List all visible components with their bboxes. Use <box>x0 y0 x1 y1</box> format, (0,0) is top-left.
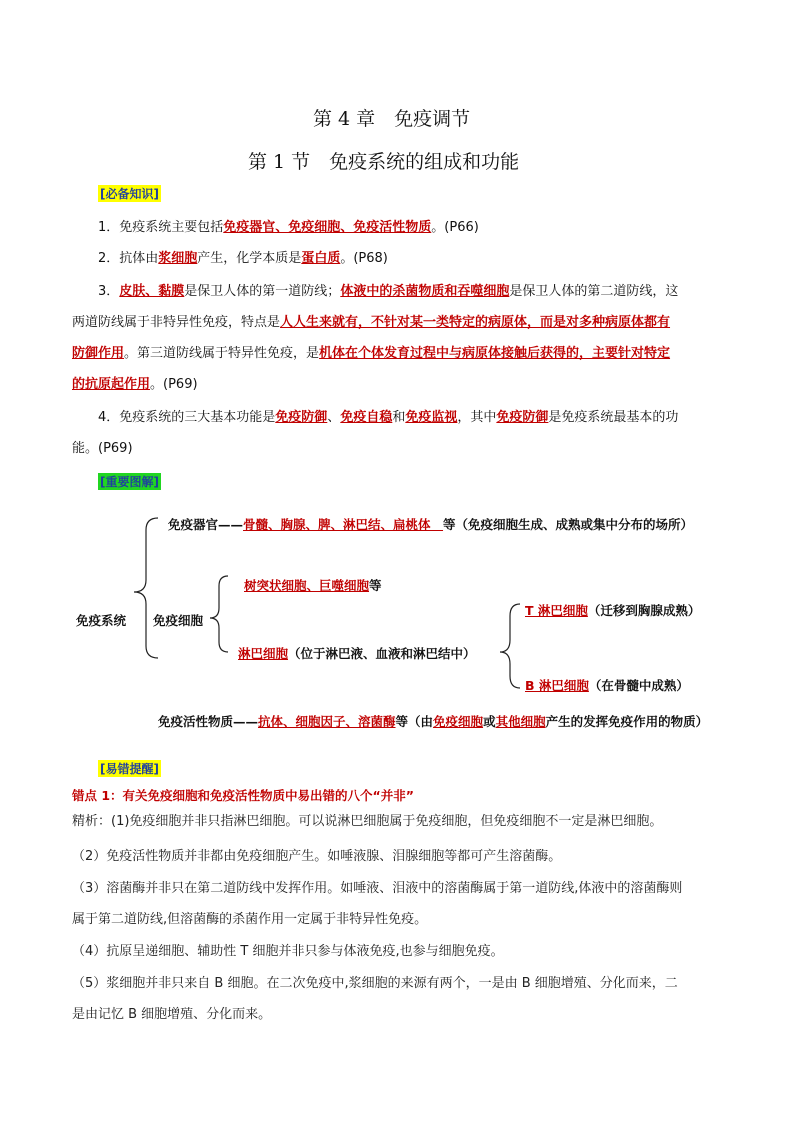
b-cell-row <box>525 676 689 694</box>
must-know-tag: [必备知识] <box>100 187 159 201</box>
t-cell-label: T 淋巴细胞 <box>525 603 588 618</box>
item-4-line-2: 能。(P69) <box>72 441 133 456</box>
item-4-text-b: ，其中 <box>457 410 497 425</box>
item-2-answer-b: 蛋白质 <box>301 251 341 266</box>
item-4-sep: 、 <box>327 410 341 425</box>
item-1-ref: 。(P66) <box>431 220 479 235</box>
lymph-brace <box>500 604 520 688</box>
organ-row <box>168 515 693 533</box>
item-3-answer-f: 的抗原起作用 <box>72 377 151 392</box>
active-src-2: 其他细胞 <box>495 714 546 729</box>
cell-label: 免疫细胞 <box>153 613 204 628</box>
item-2-ref: 。(P68) <box>340 251 388 266</box>
mistake-p5-line-1: （5）浆细胞并非只来自 B 细胞。在二次免疫中,浆细胞的来源有两个，一是由 B 细胞增殖、分化而来，二 <box>72 976 678 991</box>
lymph-label: 淋巴细胞 <box>238 646 289 661</box>
active-or: 或 <box>483 714 496 729</box>
mistake-p2: （2）免疫活性物质并非都由免疫细胞产生。如唾液腺、泪腺细胞等都可产生溶菌酶。 <box>72 849 562 864</box>
item-2-answer-a: 浆细胞 <box>158 251 198 266</box>
lymph-row <box>238 644 476 662</box>
item-3-text-b: 是保卫人体的第二道防线，这 <box>509 284 679 299</box>
mistakes-tag: [易错提醒] <box>100 762 159 776</box>
section-title: 第 1 节 免疫系统的组成和功能 <box>248 151 520 173</box>
mistake-p1: 精析：(1)免疫细胞并非只指淋巴细胞。可以说淋巴细胞属于免疫细胞，但免疫细胞不一定是淋巴细胞。 <box>72 814 663 829</box>
cell-other-row <box>244 576 382 594</box>
mistake-heading: 错点 1：有关免疫细胞和免疫活性物质中易出错的八个“并非” <box>72 788 414 803</box>
item-2-text-a: 2．抗体由 <box>98 251 159 266</box>
item-4-answer-c: 免疫监视 <box>405 410 458 425</box>
mistake-p3-line-1: （3）溶菌酶并非只在第二道防线中发挥作用。如唾液、泪液中的溶菌酶属于第一道防线,体液中的溶菌酶则 <box>72 881 683 896</box>
b-cell-label: B 淋巴细胞 <box>525 678 589 693</box>
chapter-title: 第 4 章 免疫调节 <box>313 108 471 130</box>
item-3-text-a: 是保卫人体的第一道防线； <box>184 284 341 299</box>
active-end: 产生的发挥免疫作用的物质） <box>545 714 709 729</box>
mistake-p4: （4）抗原呈递细胞、辅助性 T 细胞并非只参与体液免疫,也参与细胞免疫。 <box>72 944 504 959</box>
organ-note: 等（免疫细胞生成、成熟或集中分布的场所） <box>443 517 694 532</box>
item-3-answer-a: 皮肤、黏膜 <box>119 284 185 299</box>
organ-label: 免疫器官—— <box>168 517 244 532</box>
item-4-answer-d: 免疫防御 <box>496 410 549 425</box>
active-mid: 等（由 <box>395 714 434 729</box>
diagram-root: 免疫系统 <box>76 613 127 628</box>
item-4-and: 和 <box>392 410 406 425</box>
cell-other: 树突状细胞、巨噬细胞 <box>244 578 370 593</box>
main-brace <box>134 518 158 658</box>
item-3-answer-e: 机体在个体发育过程中与病原体接触后获得的，主要针对特定 <box>319 346 671 361</box>
item-4-text-a: 4．免疫系统的三大基本功能是 <box>98 410 276 425</box>
active-row <box>158 712 708 730</box>
item-3-answer-b: 体液中的杀菌物质和吞噬细胞 <box>340 284 510 299</box>
key-diagram-tag: [重要图解] <box>100 475 159 489</box>
item-4-text-c: 是免疫系统最基本的功 <box>548 410 679 425</box>
cell-brace <box>210 576 228 652</box>
item-3-num: 3． <box>98 284 120 299</box>
mistake-p5-line-2: 是由记忆 B 细胞增殖、分化而来。 <box>72 1007 272 1022</box>
item-2-text-b: 产生，化学本质是 <box>197 251 302 266</box>
b-cell-note: （在骨髓中成熟） <box>588 678 689 693</box>
item-3-text-d: 。第三道防线属于特异性免疫，是 <box>124 346 320 361</box>
item-3-text-c: 两道防线属于非特异性免疫，特点是 <box>72 315 281 330</box>
t-cell-note: （迁移到胸腺成熟） <box>587 603 701 618</box>
item-3-answer-c: 人人生来就有，不针对某一类特定的病原体，而是对多种病原体都有 <box>280 315 671 330</box>
item-4-answer-b: 免疫自稳 <box>340 410 393 425</box>
item-3-answer-d: 防御作用 <box>72 346 125 361</box>
cell-other-suffix: 等 <box>369 578 382 593</box>
item-1-answer: 免疫器官、免疫细胞、免疫活性物质 <box>223 220 432 235</box>
active-label: 免疫活性物质—— <box>158 714 259 729</box>
t-cell-row <box>525 601 700 619</box>
active-src-1: 免疫细胞 <box>433 714 484 729</box>
mistake-p3-line-2: 属于第二道防线,但溶菌酶的杀菌作用一定属于非特异性免疫。 <box>72 912 428 927</box>
organ-list: 骨髓、胸腺、脾、淋巴结、扁桃体 <box>243 517 444 532</box>
lymph-note: （位于淋巴液、血液和淋巴结中） <box>288 646 476 661</box>
item-4-answer-a: 免疫防御 <box>275 410 328 425</box>
item-3-ref: 。(P69) <box>150 377 198 392</box>
item-1-text: 1．免疫系统主要包括 <box>98 220 224 235</box>
active-list: 抗体、细胞因子、溶菌酶 <box>258 714 396 729</box>
